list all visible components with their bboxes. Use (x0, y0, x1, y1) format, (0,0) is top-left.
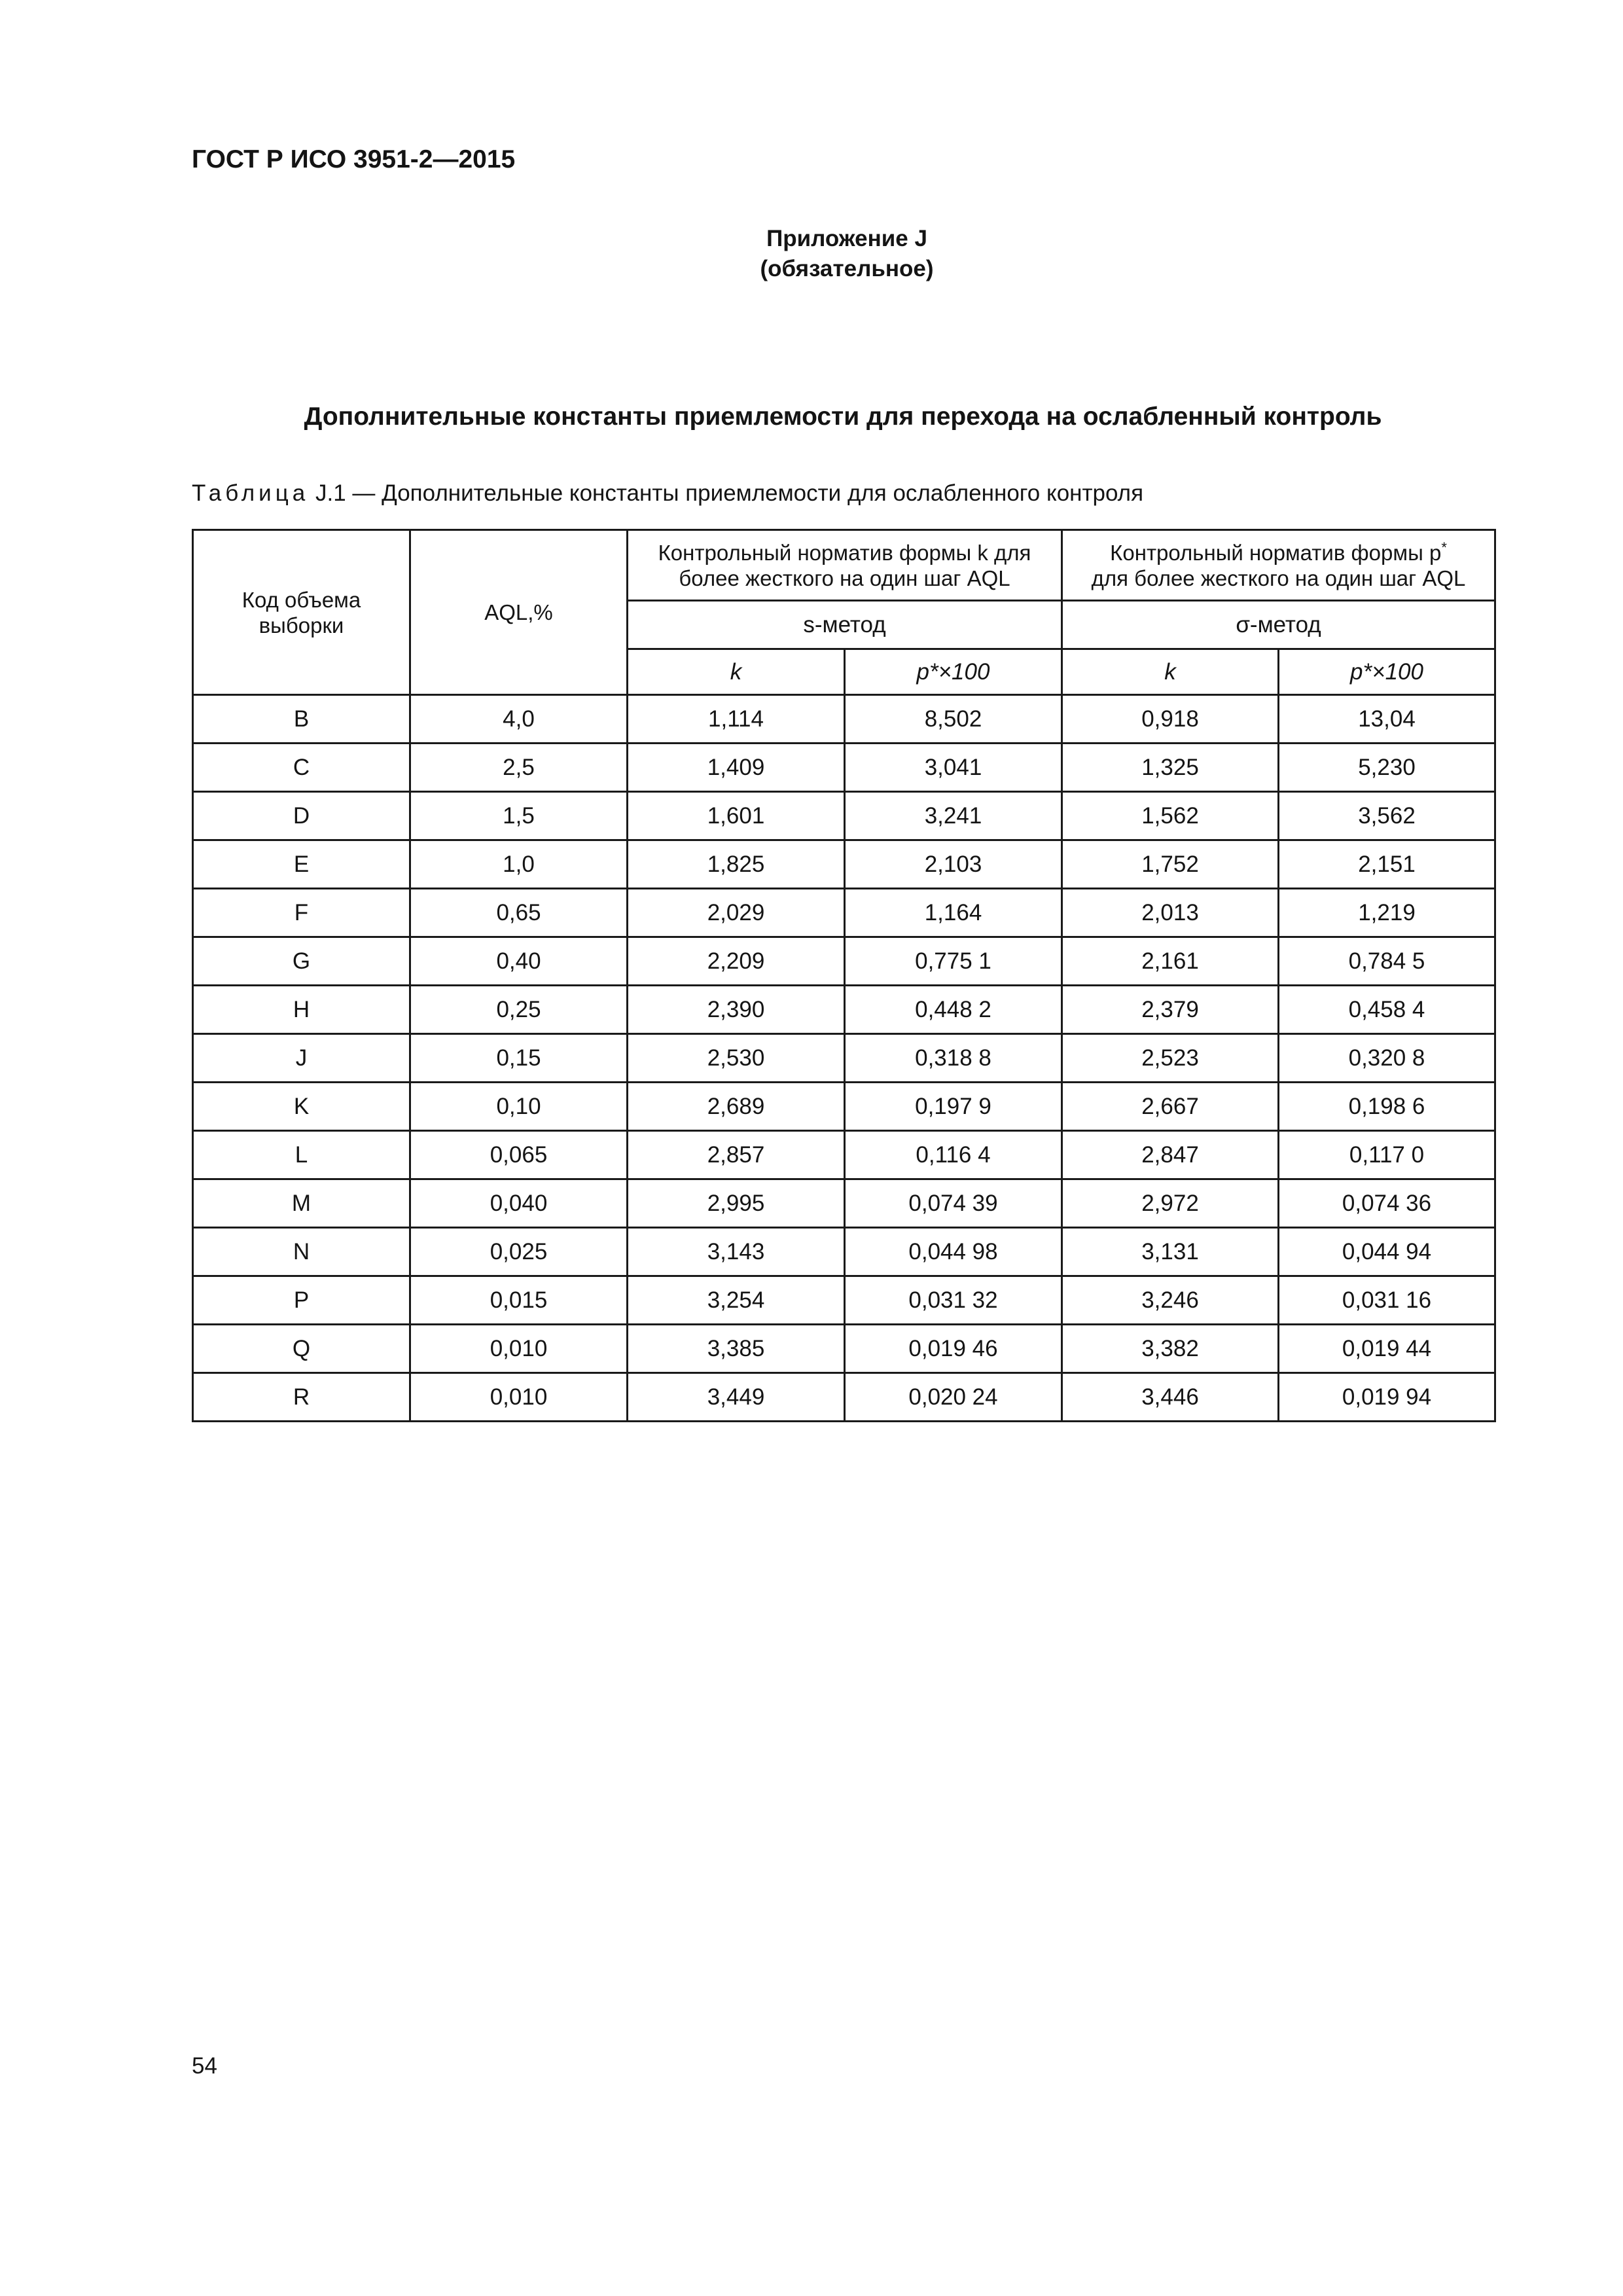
cell-k-sigma: 2,379 (1062, 986, 1279, 1034)
cell-k-sigma: 2,972 (1062, 1179, 1279, 1228)
cell-k-sigma: 1,752 (1062, 840, 1279, 889)
cell-sample-code: G (193, 937, 410, 986)
cell-sample-code: F (193, 889, 410, 937)
cell-k-sigma: 1,562 (1062, 792, 1279, 840)
cell-aql: 0,15 (410, 1034, 628, 1083)
cell-p100-s: 0,044 98 (845, 1228, 1062, 1276)
cell-p100-s: 0,031 32 (845, 1276, 1062, 1325)
table-row (193, 1373, 1495, 1422)
annex-status: (обязательное) (760, 256, 934, 281)
cell-k-sigma: 3,446 (1062, 1373, 1279, 1422)
cell-sample-code: E (193, 840, 410, 889)
table-row (193, 986, 1495, 1034)
table-row (193, 1131, 1495, 1179)
table-row (193, 1083, 1495, 1131)
cell-aql: 0,40 (410, 937, 628, 986)
cell-p100-s: 1,164 (845, 889, 1062, 937)
cell-p100-sigma: 0,031 16 (1279, 1276, 1495, 1325)
cell-p100-sigma: 0,784 5 (1279, 937, 1495, 986)
cell-sample-code: B (193, 695, 410, 744)
cell-sample-code: R (193, 1373, 410, 1422)
header-p-form-sup: * (1441, 539, 1447, 556)
header-p-form-text-2: для более жесткого на один шаг AQL (1091, 565, 1466, 590)
cell-k-s: 2,209 (628, 937, 845, 986)
cell-aql: 2,5 (410, 744, 628, 792)
cell-sample-code: K (193, 1083, 410, 1131)
header-sample-code: Код объема выборки (193, 530, 410, 695)
cell-p100-sigma: 0,117 0 (1279, 1131, 1495, 1179)
cell-aql: 0,040 (410, 1179, 628, 1228)
cell-k-s: 1,409 (628, 744, 845, 792)
header-k-form (628, 530, 1062, 601)
cell-aql: 0,010 (410, 1373, 628, 1422)
cell-sample-code: Q (193, 1325, 410, 1373)
cell-k-s: 3,143 (628, 1228, 845, 1276)
cell-k-s: 2,689 (628, 1083, 845, 1131)
table-body (193, 695, 1495, 1422)
cell-p100-sigma: 0,198 6 (1279, 1083, 1495, 1131)
cell-k-s: 3,254 (628, 1276, 845, 1325)
cell-p100-s: 3,241 (845, 792, 1062, 840)
cell-k-sigma: 0,918 (1062, 695, 1279, 744)
cell-k-sigma: 3,382 (1062, 1325, 1279, 1373)
cell-k-s: 2,857 (628, 1131, 845, 1179)
document-code: ГОСТ Р ИСО 3951-2—2015 (192, 145, 516, 173)
cell-p100-sigma: 0,019 44 (1279, 1325, 1495, 1373)
cell-sample-code: C (193, 744, 410, 792)
cell-aql: 0,010 (410, 1325, 628, 1373)
cell-k-s: 2,995 (628, 1179, 845, 1228)
cell-p100-sigma: 2,151 (1279, 840, 1495, 889)
cell-sample-code: L (193, 1131, 410, 1179)
cell-p100-s: 0,448 2 (845, 986, 1062, 1034)
table-row (193, 1179, 1495, 1228)
cell-p100-s: 2,103 (845, 840, 1062, 889)
header-k-sigma: k (1062, 649, 1279, 695)
cell-aql: 0,65 (410, 889, 628, 937)
table-caption-text: J.1 — Дополнительные константы приемлемости для ослабленного контроля (315, 480, 1144, 506)
header-p100-s: p*×100 (845, 649, 1062, 695)
cell-p100-s: 0,074 39 (845, 1179, 1062, 1228)
cell-p100-sigma: 3,562 (1279, 792, 1495, 840)
annex-title: Дополнительные константы приемлемости для перехода на ослабленный контроль (304, 403, 1382, 431)
cell-aql: 4,0 (410, 695, 628, 744)
cell-sample-code: J (193, 1034, 410, 1083)
cell-aql: 0,015 (410, 1276, 628, 1325)
table-row (193, 937, 1495, 986)
cell-sample-code: D (193, 792, 410, 840)
cell-p100-sigma: 0,019 94 (1279, 1373, 1495, 1422)
cell-k-s: 1,114 (628, 695, 845, 744)
cell-p100-sigma: 0,074 36 (1279, 1179, 1495, 1228)
cell-k-s: 2,029 (628, 889, 845, 937)
cell-k-s: 1,825 (628, 840, 845, 889)
cell-aql: 0,25 (410, 986, 628, 1034)
cell-p100-s: 0,116 4 (845, 1131, 1062, 1179)
acceptance-constants-table (192, 529, 1496, 1422)
cell-p100-sigma: 13,04 (1279, 695, 1495, 744)
cell-sample-code: N (193, 1228, 410, 1276)
cell-k-sigma: 2,161 (1062, 937, 1279, 986)
cell-p100-s: 0,197 9 (845, 1083, 1062, 1131)
cell-sample-code: M (193, 1179, 410, 1228)
table-row (193, 840, 1495, 889)
cell-p100-sigma: 1,219 (1279, 889, 1495, 937)
cell-p100-s: 0,019 46 (845, 1325, 1062, 1373)
cell-k-sigma: 2,847 (1062, 1131, 1279, 1179)
table-row (193, 1034, 1495, 1083)
cell-p100-s: 8,502 (845, 695, 1062, 744)
cell-k-sigma: 3,246 (1062, 1276, 1279, 1325)
table-row (193, 1325, 1495, 1373)
annex-heading (35, 224, 1623, 284)
cell-p100-sigma: 0,458 4 (1279, 986, 1495, 1034)
header-s-method: s-метод (628, 601, 1062, 649)
cell-aql: 0,025 (410, 1228, 628, 1276)
page-number: 54 (192, 2053, 217, 2079)
cell-k-s: 2,390 (628, 986, 845, 1034)
cell-p100-sigma: 5,230 (1279, 744, 1495, 792)
table-caption (192, 480, 1143, 507)
table-row (193, 889, 1495, 937)
cell-sample-code: P (193, 1276, 410, 1325)
header-k-form-text: Контрольный норматив формы k для более жесткого на один шаг AQL (658, 540, 1031, 590)
cell-p100-s: 3,041 (845, 744, 1062, 792)
cell-k-s: 1,601 (628, 792, 845, 840)
cell-aql: 1,0 (410, 840, 628, 889)
table-row (193, 792, 1495, 840)
cell-aql: 0,065 (410, 1131, 628, 1179)
cell-k-sigma: 2,013 (1062, 889, 1279, 937)
table-row (193, 1228, 1495, 1276)
header-p100-sigma: p*×100 (1279, 649, 1495, 695)
header-aql: AQL,% (410, 530, 628, 695)
header-p-form (1062, 530, 1495, 601)
cell-aql: 0,10 (410, 1083, 628, 1131)
cell-p100-sigma: 0,044 94 (1279, 1228, 1495, 1276)
cell-k-sigma: 2,667 (1062, 1083, 1279, 1131)
cell-p100-s: 0,775 1 (845, 937, 1062, 986)
cell-k-sigma: 2,523 (1062, 1034, 1279, 1083)
cell-k-s: 2,530 (628, 1034, 845, 1083)
cell-p100-sigma: 0,320 8 (1279, 1034, 1495, 1083)
annex-label: Приложение J (766, 226, 927, 251)
table-row (193, 695, 1495, 744)
cell-p100-s: 0,318 8 (845, 1034, 1062, 1083)
header-sigma-method: σ-метод (1062, 601, 1495, 649)
cell-sample-code: H (193, 986, 410, 1034)
cell-p100-s: 0,020 24 (845, 1373, 1062, 1422)
cell-k-s: 3,385 (628, 1325, 845, 1373)
header-k-s: k (628, 649, 845, 695)
header-p-form-text: Контрольный норматив формы p (1110, 540, 1442, 565)
cell-k-sigma: 3,131 (1062, 1228, 1279, 1276)
cell-k-sigma: 1,325 (1062, 744, 1279, 792)
cell-aql: 1,5 (410, 792, 628, 840)
table-caption-label: Таблица (192, 480, 310, 506)
table-row (193, 744, 1495, 792)
cell-k-s: 3,449 (628, 1373, 845, 1422)
table-row (193, 1276, 1495, 1325)
